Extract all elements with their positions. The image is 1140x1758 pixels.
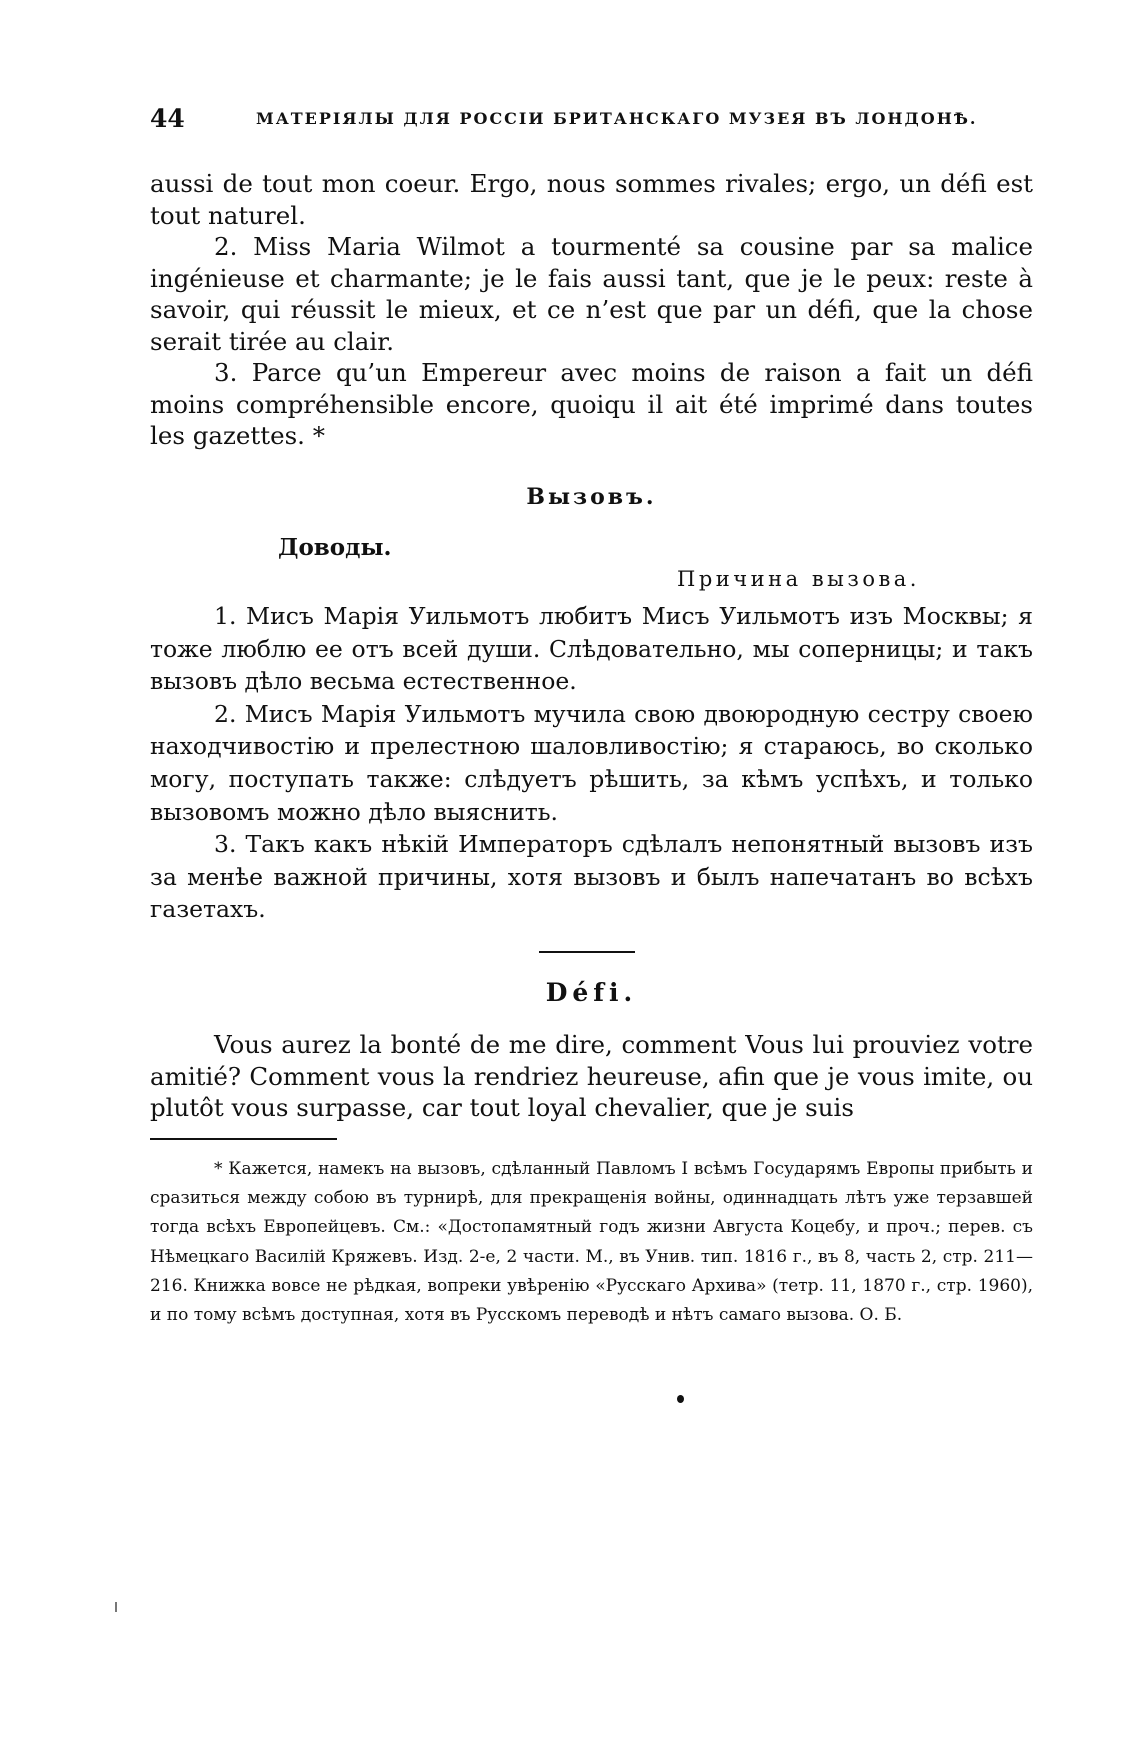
french-defi-paragraph: Vous aurez la bonté de me dire, comment Vous lui prouviez votre amitié? Comment vous la rendriez heureuse, afin que je vous imite, ou plutôt vous surpasse, car tout loyal chevalier, que je suis <box>150 1030 1033 1122</box>
russian-paragraph-3: 3. Такъ какъ нѣкій Императоръ сдѣлалъ непонятный вызовъ изъ за менѣе важной причины, хотя вызовъ и былъ напечатанъ во всѣхъ газетахъ. <box>150 830 1033 924</box>
ink-dot <box>677 1395 684 1403</box>
russian-text <box>150 600 1033 926</box>
page-number: 44 <box>150 104 185 133</box>
french-paragraph-3: 3. Parce qu’un Empereur avec moins de raison a fait un défi moins compréhensible encore, quoiqu il ait été imprimé dans toutes les gazettes. * <box>150 358 1033 450</box>
french-text-part2 <box>150 1029 1033 1124</box>
section-title-challenge: Вызовъ. <box>526 484 657 510</box>
section-divider <box>539 951 635 953</box>
reason-label: Причина вызова. <box>677 567 920 591</box>
russian-paragraph-1: 1. Мисъ Марія Уильмотъ любитъ Мисъ Уильмотъ изъ Москвы; я тоже люблю ее отъ всей души. Слѣдовательно, мы соперницы; и такъ вызовъ дѣло весьма естественное. <box>150 602 1033 696</box>
french-paragraph-1: aussi de tout mon coeur. Ergo, nous sommes rivales; ergo, un défi est tout naturel. <box>150 169 1033 230</box>
footnote <box>150 1155 1033 1330</box>
footnote-divider <box>150 1138 337 1140</box>
margin-mark <box>115 1602 117 1612</box>
russian-paragraph-2: 2. Мисъ Марія Уильмотъ мучила свою двоюродную сестру своею находчивостію и прелестною шаловливостію; я стараюсь, во сколько могу, поступать также: слѣдуетъ рѣшить, за кѣмъ успѣхъ, и только вызовомъ можно дѣло выяснить. <box>150 699 1033 826</box>
page-header <box>150 104 1040 134</box>
french-text-part1 <box>150 168 1033 452</box>
section-title-defi: Défi. <box>545 978 638 1007</box>
running-title: МАТЕРІЯЛЫ ДЛЯ РОССІИ БРИТАНСКАГО МУЗЕЯ ВЪ ЛОНДОНѢ. <box>256 109 978 128</box>
footnote-text: * Кажется, намекъ на вызовъ, сдѣланный Павломъ I всѣмъ Государямъ Европы прибыть и сразиться между собою въ турнирѣ, для прекращенія войны, одиннадцать лѣтъ уже терзавшей тогда всѣхъ Европейцевъ. См.: «Достопамятный годъ жизни Августа Коцебу, и проч.; перев. съ Нѣмецкаго Василій Кряжевъ. Изд. 2-е, 2 части. М., въ Унив. тип. 1816 г., въ 8, часть 2, стр. 211—216. Книжка вовсе не рѣдкая, вопреки увѣренію «Русскаго Архива» (тетр. 11, 1870 г., стр. 1960), и по тому всѣмъ доступная, хотя въ Русскомъ переводѣ и нѣтъ самаго вызова. О. Б. <box>150 1159 1033 1326</box>
french-paragraph-2: 2. Miss Maria Wilmot a tourmenté sa cousine par sa malice ingénieuse et charmante; je le fais aussi tant, que je le peux: reste à savoir, qui réussit le mieux, et ce n’est que par un défi, que la chose serait tirée au clair. <box>150 232 1033 356</box>
arguments-label: Доводы. <box>278 534 392 561</box>
